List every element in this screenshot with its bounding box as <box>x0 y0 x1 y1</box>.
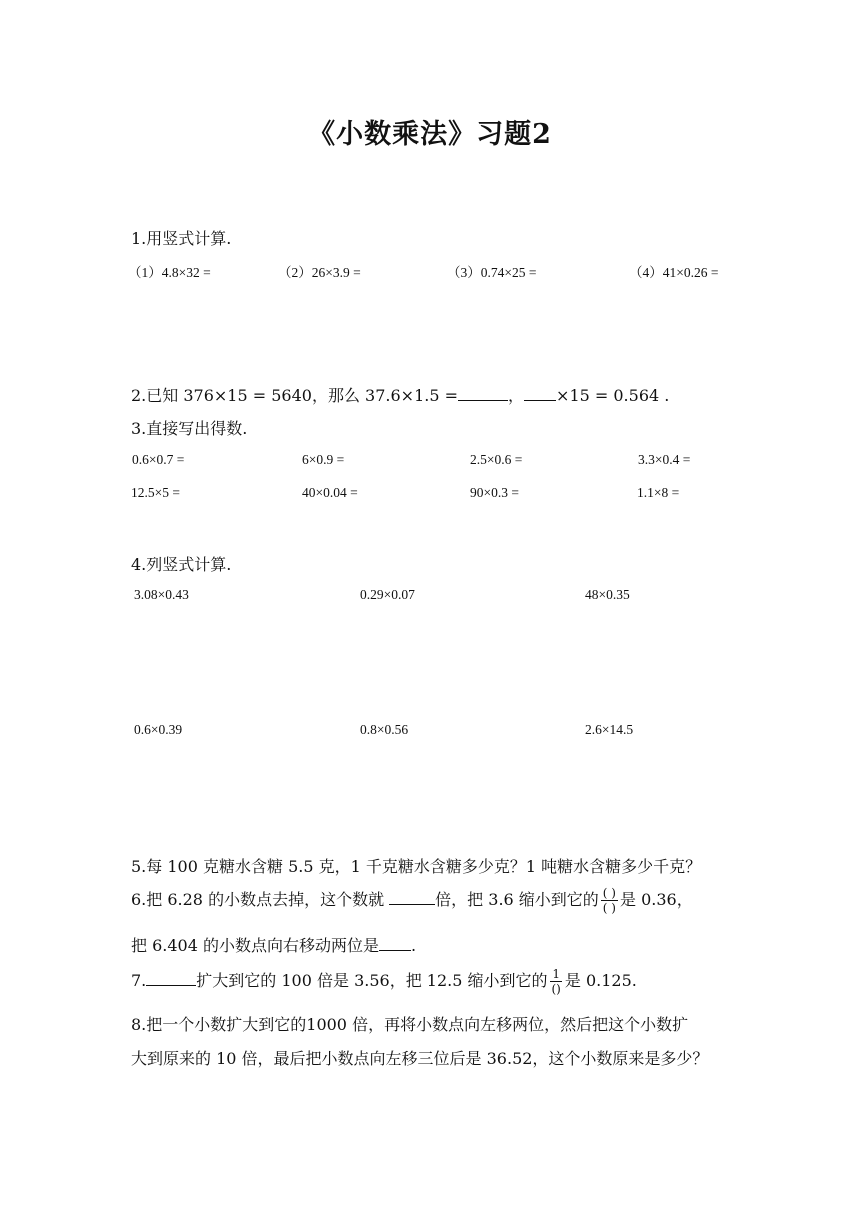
q6-fraction-den: ( ) <box>602 901 616 915</box>
q7-part2: 是 0.125. <box>564 971 637 990</box>
q1-item-3: （3）0.74×25 = <box>447 265 537 280</box>
q8-line-2: 大到原来的 10 倍，最后把小数点向左移三位后是 36.52，这个小数原来是多少？ <box>131 1049 709 1068</box>
q1-item-4: （4）41×0.26 = <box>629 265 719 280</box>
q4-item-1-1: 3.08×0.43 <box>134 587 189 602</box>
q6-blank-1[interactable] <box>389 903 435 905</box>
q1-item-2: （2）26×3.9 = <box>278 265 361 280</box>
q4-item-1-2: 0.29×0.07 <box>360 587 415 602</box>
q8-line-1: 8.把一个小数扩大到它的1000 倍，再将小数点向左移两位，然后把这个小数扩 <box>131 1015 689 1034</box>
q4-item-2-1: 0.6×0.39 <box>134 722 183 737</box>
q7-part1: 扩大到它的 100 倍是 3.56，把 12.5 缩小到它的 <box>196 971 548 990</box>
q2-suffix: ×15 = 0.564 . <box>556 386 670 405</box>
q1-item-1: （1）4.8×32 = <box>128 265 211 280</box>
q3-item-1-1: 0.6×0.7 = <box>132 452 185 467</box>
q7-fraction <box>550 967 563 996</box>
page-title: 《小数乘法》习题2 <box>308 119 552 150</box>
q7-fraction-den: () <box>551 982 561 996</box>
q3-item-1-4: 3.3×0.4 = <box>638 452 691 467</box>
q3-item-1-3: 2.5×0.6 = <box>470 452 523 467</box>
q4-item-2-2: 0.8×0.56 <box>360 722 409 737</box>
q6-line2a: 把 6.404 的小数点向右移动两位是 <box>131 936 379 955</box>
q6-fraction-num: ( ) <box>602 886 616 900</box>
q3-item-1-2: 6×0.9 = <box>302 452 345 467</box>
q6-part3: 是 0.36， <box>619 890 693 909</box>
q7-prefix: 7. <box>131 971 147 990</box>
q3-item-2-4: 1.1×8 = <box>637 485 680 500</box>
q6-line-2 <box>131 933 416 956</box>
q4-item-2-3: 2.6×14.5 <box>585 722 634 737</box>
q4-item-1-3: 48×0.35 <box>585 587 630 602</box>
q4-heading: 4.列竖式计算. <box>131 555 232 574</box>
q3-item-2-3: 90×0.3 = <box>470 485 519 500</box>
q7-fraction-num: 1 <box>552 967 560 981</box>
q7-line <box>131 967 637 996</box>
q6-line2b: . <box>410 936 417 955</box>
q3-heading: 3.直接写出得数. <box>131 419 248 438</box>
q7-blank[interactable] <box>146 984 196 986</box>
q6-fraction <box>601 886 618 915</box>
q6-part2: 倍，把 3.6 缩小到它的 <box>435 890 599 909</box>
q5-text: 5.每 100 克糖水含糖 5.5 克，1 千克糖水含糖多少克？1 吨糖水含糖多少千克？ <box>131 857 702 876</box>
q6-line-1 <box>131 886 693 915</box>
q3-item-2-2: 40×0.04 = <box>302 485 358 500</box>
q3-item-2-1: 12.5×5 = <box>131 485 180 500</box>
q1-heading: 1.用竖式计算. <box>131 229 232 248</box>
q6-part1: 6.把 6.28 的小数点去掉，这个数就 <box>131 890 385 909</box>
q2-sep: ， <box>508 386 525 405</box>
q2-blank-2[interactable] <box>524 399 556 401</box>
q2-blank-1[interactable] <box>458 399 508 401</box>
q2-prefix: 2.已知 376×15 = 5640，那么 37.6×1.5 = <box>131 386 459 405</box>
q2-line <box>131 383 669 406</box>
q6-blank-2[interactable] <box>379 949 411 951</box>
